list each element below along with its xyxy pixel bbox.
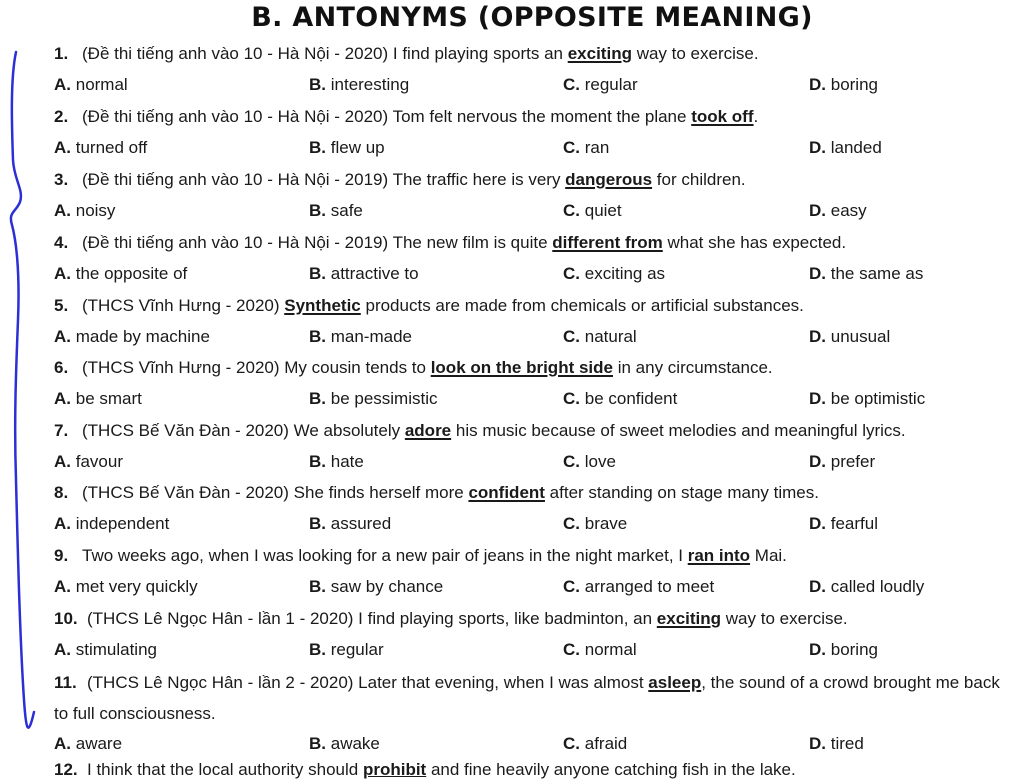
question-5 xyxy=(54,290,1014,321)
question-text: (THCS Lê Ngọc Hân - lần 1 - 2020) I find playing sports, like badminton, an xyxy=(87,609,657,628)
option-b[interactable]: B. be pessimistic xyxy=(309,389,438,408)
option-b[interactable]: B. safe xyxy=(309,201,363,220)
option-c[interactable]: C. ran xyxy=(563,138,610,157)
options-row-2 xyxy=(54,132,1014,163)
option-a[interactable]: A. aware xyxy=(54,734,123,753)
question-text: , the sound of a crowd brought me back to full consciousness. xyxy=(54,673,1000,723)
question-number: 9. xyxy=(54,546,69,565)
key-word: dangerous xyxy=(565,170,653,189)
option-a[interactable]: A. stimulating xyxy=(54,640,157,659)
question-number: 8. xyxy=(54,483,69,502)
question-9 xyxy=(54,540,1014,571)
question-text: I think that the local authority should xyxy=(87,760,363,779)
question-text: (Đề thi tiếng anh vào 10 - Hà Nội - 2020) Tom felt nervous the moment the plane xyxy=(82,107,692,126)
key-word: different from xyxy=(552,233,663,252)
option-c[interactable]: C. regular xyxy=(563,75,638,94)
option-d[interactable]: D. boring xyxy=(809,75,878,94)
option-a[interactable]: A. turned off xyxy=(54,138,148,157)
question-10 xyxy=(54,603,1014,634)
question-3 xyxy=(54,164,1014,195)
key-word: look on the bright side xyxy=(430,358,613,377)
option-b[interactable]: B. man-made xyxy=(309,327,412,346)
question-7 xyxy=(54,415,1014,446)
option-d[interactable]: D. easy xyxy=(809,201,867,220)
question-number: 1. xyxy=(54,44,69,63)
key-word: ran into xyxy=(687,546,751,565)
options-row-6 xyxy=(54,383,1014,414)
question-number: 7. xyxy=(54,421,69,440)
question-text: his music because of sweet melodies and meaningful lyrics. xyxy=(451,421,906,440)
options-row-3 xyxy=(54,195,1014,226)
option-c[interactable]: C. normal xyxy=(563,640,637,659)
key-word: adore xyxy=(404,421,452,440)
option-b[interactable]: B. flew up xyxy=(309,138,385,157)
key-word: asleep xyxy=(648,673,702,692)
key-word: exciting xyxy=(567,44,632,63)
option-a[interactable]: A. favour xyxy=(54,452,123,471)
option-c[interactable]: C. natural xyxy=(563,327,637,346)
option-c[interactable]: C. arranged to meet xyxy=(563,577,715,596)
option-c[interactable]: C. love xyxy=(563,452,616,471)
options-row-9 xyxy=(54,571,1014,602)
key-word: exciting xyxy=(656,609,722,628)
question-number: 11. xyxy=(54,673,77,692)
question-text: way to exercise. xyxy=(631,44,759,63)
option-a[interactable]: A. noisy xyxy=(54,201,116,220)
key-word: Synthetic xyxy=(284,296,361,315)
question-text: Mai. xyxy=(750,546,787,565)
option-c[interactable]: C. afraid xyxy=(563,734,628,753)
option-a[interactable]: A. met very quickly xyxy=(54,577,198,596)
question-text: for children. xyxy=(652,170,746,189)
question-2 xyxy=(54,101,1014,132)
key-word: confident xyxy=(468,483,545,502)
question-text: . xyxy=(753,107,759,126)
option-a[interactable]: A. made by machine xyxy=(54,327,210,346)
question-text: and fine heavily anyone catching fish in the lake. xyxy=(426,760,796,779)
option-a[interactable]: A. normal xyxy=(54,75,128,94)
option-b[interactable]: B. saw by chance xyxy=(309,577,444,596)
question-12-cutoff xyxy=(54,760,796,780)
option-d[interactable]: D. boring xyxy=(809,640,878,659)
option-b[interactable]: B. interesting xyxy=(309,75,410,94)
question-text: Two weeks ago, when I was looking for a new pair of jeans in the night market, I xyxy=(82,546,688,565)
option-c[interactable]: C. brave xyxy=(563,514,628,533)
option-d[interactable]: D. called loudly xyxy=(809,577,925,596)
question-number: 10. xyxy=(54,609,78,628)
options-row-10 xyxy=(54,634,1014,665)
option-b[interactable]: B. attractive to xyxy=(309,264,419,283)
question-8 xyxy=(54,477,1014,508)
option-d[interactable]: D. unusual xyxy=(809,327,891,346)
options-row-1 xyxy=(54,69,1014,100)
question-text: (THCS Vĩnh Hưng - 2020) My cousin tends to xyxy=(82,358,431,377)
question-4 xyxy=(54,227,1014,258)
question-11 xyxy=(54,667,1014,729)
option-b[interactable]: B. assured xyxy=(309,514,392,533)
option-d[interactable]: D. prefer xyxy=(809,452,876,471)
option-b[interactable]: B. regular xyxy=(309,640,384,659)
option-b[interactable]: B. hate xyxy=(309,452,364,471)
options-row-8 xyxy=(54,508,1014,539)
option-b[interactable]: B. awake xyxy=(309,734,380,753)
option-c[interactable]: C. exciting as xyxy=(563,264,666,283)
option-c[interactable]: C. be confident xyxy=(563,389,678,408)
option-a[interactable]: A. independent xyxy=(54,514,170,533)
option-d[interactable]: D. tired xyxy=(809,734,864,753)
options-row-5 xyxy=(54,321,1014,352)
question-text: way to exercise. xyxy=(721,609,848,628)
section-title: B. ANTONYMS (OPPOSITE MEANING) xyxy=(251,2,813,33)
question-1 xyxy=(54,38,1014,69)
question-text: (Đề thi tiếng anh vào 10 - Hà Nội - 2019) The traffic here is very xyxy=(82,170,566,189)
option-a[interactable]: A. the opposite of xyxy=(54,264,188,283)
question-text: (THCS Bế Văn Đàn - 2020) We absolutely xyxy=(82,421,405,440)
question-number: 3. xyxy=(54,170,69,189)
question-text: (THCS Lê Ngọc Hân - lần 2 - 2020) Later that evening, when I was almost xyxy=(87,673,649,692)
question-text: what she has expected. xyxy=(662,233,847,252)
key-word: prohibit xyxy=(362,760,427,779)
question-text: after standing on stage many times. xyxy=(544,483,819,502)
question-text: (THCS Vĩnh Hưng - 2020) xyxy=(82,296,285,315)
question-text: products are made from chemicals or artificial substances. xyxy=(360,296,804,315)
handwritten-bracket-mark xyxy=(0,40,60,760)
options-row-4 xyxy=(54,258,1014,289)
question-number: 5. xyxy=(54,296,69,315)
question-text: in any circumstance. xyxy=(612,358,773,377)
question-number: 4. xyxy=(54,233,69,252)
option-d[interactable]: D. be optimistic xyxy=(809,389,926,408)
question-number: 12. xyxy=(54,760,78,779)
option-a[interactable]: A. be smart xyxy=(54,389,142,408)
option-d[interactable]: D. the same as xyxy=(809,264,924,283)
option-c[interactable]: C. quiet xyxy=(563,201,622,220)
question-number: 2. xyxy=(54,107,69,126)
key-word: took off xyxy=(691,107,754,126)
options-row-11 xyxy=(54,728,1014,759)
question-6 xyxy=(54,352,1014,383)
question-text: (THCS Bế Văn Đàn - 2020) She finds herself more xyxy=(82,483,469,502)
option-d[interactable]: D. landed xyxy=(809,138,882,157)
question-text: (Đề thi tiếng anh vào 10 - Hà Nội - 2020) I find playing sports an xyxy=(82,44,568,63)
option-d[interactable]: D. fearful xyxy=(809,514,878,533)
question-text: (Đề thi tiếng anh vào 10 - Hà Nội - 2019) The new film is quite xyxy=(82,233,553,252)
options-row-7 xyxy=(54,446,1014,477)
question-number: 6. xyxy=(54,358,69,377)
